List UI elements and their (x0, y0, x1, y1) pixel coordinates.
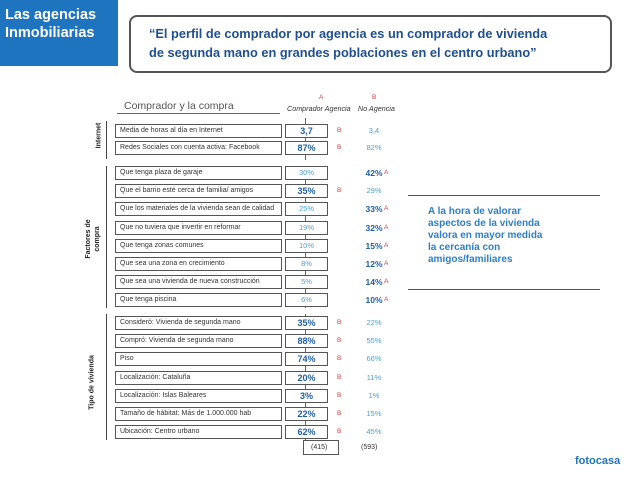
value-agencia: 20% (285, 371, 328, 385)
value-agencia: 74% (285, 352, 328, 366)
headline-box (129, 15, 612, 73)
sig-mark-agencia: B (337, 410, 342, 417)
value-no-agencia: 33% (365, 204, 383, 214)
value-agencia: 88% (285, 334, 328, 348)
row-label: Localización: Islas Baleares (115, 389, 282, 403)
value-no-agencia: 29% (366, 186, 382, 195)
value-no-agencia: 15% (365, 241, 383, 251)
row-label: Tamaño de hábitat: Más de 1.000.000 hab (115, 407, 282, 421)
value-no-agencia: 14% (365, 277, 383, 287)
group-bracket-tipo (106, 314, 107, 440)
value-agencia: 35% (285, 184, 328, 198)
value-agencia: 35% (285, 316, 328, 330)
row-label: Ubicación: Centro urbano (115, 425, 282, 439)
sig-mark-no-agencia: A (384, 169, 389, 176)
row-label: Media de horas al día en Internet (115, 124, 282, 138)
row-label: Que tenga zonas comunes (115, 239, 282, 253)
group-bracket-factores (106, 166, 107, 308)
value-no-agencia: 45% (366, 427, 382, 436)
value-no-agencia: 12% (365, 259, 383, 269)
sig-mark-agencia: B (337, 355, 342, 362)
value-agencia: 3% (285, 389, 328, 403)
callout-top-line (408, 195, 600, 196)
group-label-factores-line-1: Factores de (85, 219, 92, 259)
value-agencia: 5% (285, 275, 328, 289)
value-no-agencia: 22% (366, 318, 382, 327)
headline-line-1: “El perfil de comprador por agencia es un comprador de vivienda (149, 26, 548, 41)
value-no-agencia: 15% (366, 409, 382, 418)
value-agencia: 22% (285, 407, 328, 421)
value-agencia: 6% (285, 293, 328, 307)
sig-mark-agencia: B (337, 428, 342, 435)
row-label: Consideró: Vivienda de segunda mano (115, 316, 282, 330)
sig-mark-agencia: B (337, 374, 342, 381)
value-no-agencia: 82% (366, 143, 382, 152)
column-a-letter: A (319, 94, 324, 101)
headline-line-2: de segunda mano en grandes poblaciones en el centro urbano” (149, 45, 537, 60)
value-no-agencia: 10% (365, 295, 383, 305)
value-no-agencia: 3,4 (368, 126, 380, 135)
value-no-agencia: 42% (365, 168, 383, 178)
value-no-agencia: 66% (366, 354, 382, 363)
value-no-agencia: 32% (365, 223, 383, 233)
callout-text: A la hora de valorar aspectos de la vivienda valora en mayor medida la cercanía con amigos/familiares (428, 206, 543, 265)
row-label: Compró: Vivienda de segunda mano (115, 334, 282, 348)
row-label: Que el barrio esté cerca de familia/ amigos (115, 184, 282, 198)
base-b: (593) (361, 444, 378, 451)
value-agencia: 30% (285, 166, 328, 180)
group-label-factores-line-2: compra (94, 226, 101, 252)
section-title: Comprador y la compra (124, 100, 234, 112)
row-label: Redes Sociales con cuenta activa: Facebook (115, 141, 282, 155)
sig-mark-no-agencia: A (384, 242, 389, 249)
group-label-factores (84, 204, 102, 274)
value-agencia: 62% (285, 425, 328, 439)
value-agencia: 3,7 (285, 124, 328, 138)
sig-mark-no-agencia: A (384, 224, 389, 231)
value-agencia: 8% (285, 257, 328, 271)
brand-line-1: Las agencias (5, 7, 97, 23)
sig-mark-agencia: B (337, 392, 342, 399)
row-label: Que no tuviera que invertir en reformar (115, 221, 282, 235)
base-a: (415) (311, 444, 328, 451)
sig-mark-no-agencia: A (384, 278, 389, 285)
value-no-agencia: 1% (368, 391, 380, 400)
fotocasa-logo: fotocasa (575, 455, 621, 467)
row-label: Piso (115, 352, 282, 366)
column-a-header: Comprador Agencia (287, 104, 351, 113)
row-label: Que los materiales de la vivienda sean de calidad (115, 202, 282, 216)
value-agencia: 87% (285, 141, 328, 155)
sig-mark-agencia: B (337, 144, 342, 151)
row-label: Que tenga plaza de garaje (115, 166, 282, 180)
sig-mark-agencia: B (337, 337, 342, 344)
row-label: Que sea una vivienda de nueva construcción (115, 275, 282, 289)
sig-mark-no-agencia: A (384, 296, 389, 303)
group-bracket-internet (106, 121, 107, 159)
row-label: Que tenga piscina (115, 293, 282, 307)
value-no-agencia: 55% (366, 336, 382, 345)
row-label: Que sea una zona en crecimiento (115, 257, 282, 271)
brand-box (0, 0, 118, 66)
sig-mark-no-agencia: A (384, 260, 389, 267)
column-b-letter: B (372, 94, 377, 101)
value-agencia: 10% (285, 239, 328, 253)
brand-line-2: Inmobiliarias (5, 25, 95, 41)
sig-mark-agencia: B (337, 127, 342, 134)
column-b-header: No Agencia (358, 104, 395, 113)
sig-mark-no-agencia: A (384, 205, 389, 212)
sig-mark-agencia: B (337, 187, 342, 194)
value-no-agencia: 11% (366, 373, 382, 382)
callout-bottom-line (408, 289, 600, 290)
group-label-tipo-vivienda: Tipo de vivienda (88, 355, 96, 410)
value-agencia: 19% (285, 221, 328, 235)
sig-mark-agencia: B (337, 319, 342, 326)
value-agencia: 25% (285, 202, 328, 216)
row-label: Localización: Cataluña (115, 371, 282, 385)
group-label-internet: Internet (95, 122, 103, 149)
section-underline (117, 113, 280, 114)
